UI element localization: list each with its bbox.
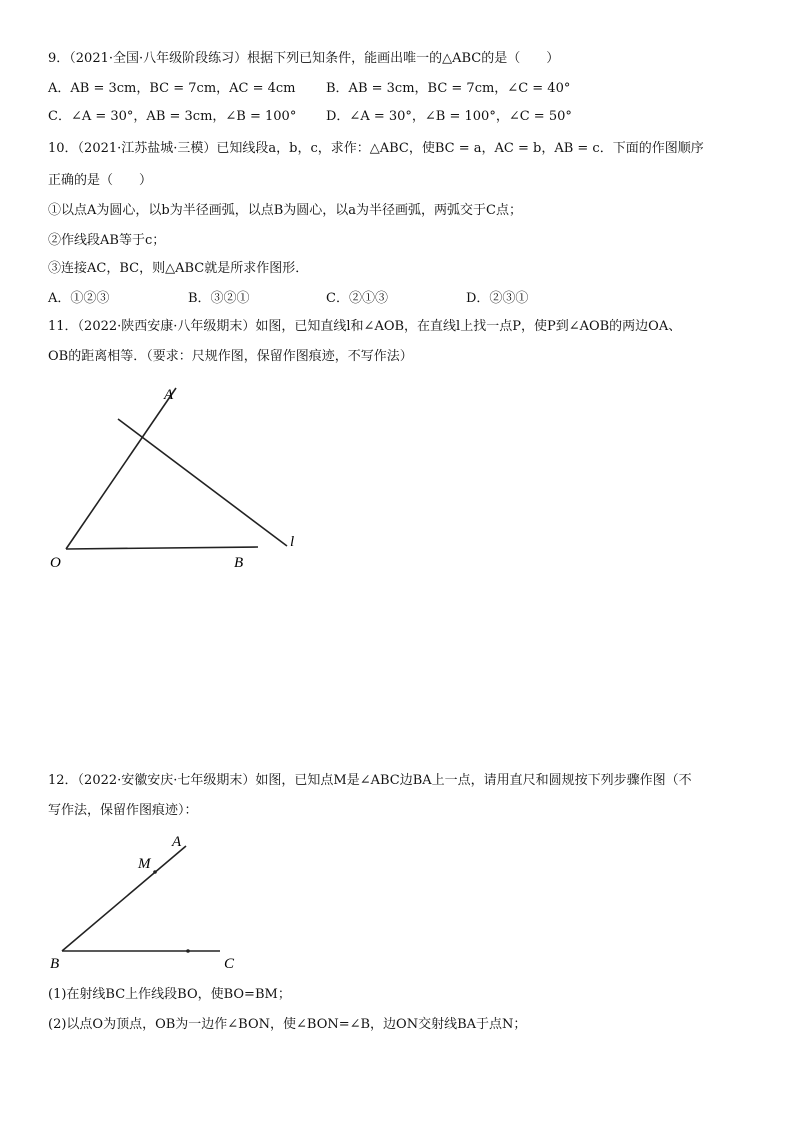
q11-label-b: B xyxy=(234,555,244,571)
q10-step-2: ②作线段AB等于c； xyxy=(48,233,166,248)
q11-label-l: l xyxy=(290,534,295,550)
q12-stem-line2: 写作法，保留作图痕迹）： xyxy=(48,803,198,818)
q12-stem-line1: 12．（2022·安徽安庆·七年级期末）如图，已知点M是∠ABC边BA上一点，请用直尺和圆规按下列步骤作图（不 xyxy=(48,773,692,788)
q10-option-a: A．①②③ xyxy=(48,291,110,306)
q12-point-m xyxy=(153,870,157,874)
q12-label-m: M xyxy=(138,856,151,872)
q10-stem-line2: 正确的是（ ） xyxy=(48,173,153,188)
q11-stem-line1: 11．（2022·陕西安康·八年级期末）如图，已知直线l和∠AOB，在直线l上找一点P，使P到∠AOB的两边OA、 xyxy=(48,319,682,334)
q9-option-c: C．∠A = 30°，AB = 3cm，∠B = 100° xyxy=(48,109,297,124)
q9-option-b: B．AB = 3cm，BC = 7cm，∠C = 40° xyxy=(326,81,571,96)
q12-label-c: C xyxy=(224,956,235,972)
q9-option-d: D．∠A = 30°，∠B = 100°，∠C = 50° xyxy=(326,109,572,124)
q12-point-on-bc xyxy=(186,949,190,953)
q11-label-a: A xyxy=(164,387,174,403)
q12-label-b: B xyxy=(50,956,60,972)
q10-option-c: C．②①③ xyxy=(326,291,388,306)
q12-part-1: (1)在射线BC上作线段BO，使BO=BM； xyxy=(48,987,291,1002)
q10-step-1: ①以点A为圆心，以b为半径画弧，以点B为圆心，以a为半径画弧，两弧交于C点； xyxy=(48,203,522,218)
q11-label-o: O xyxy=(50,555,61,571)
q9-option-a: A．AB = 3cm，BC = 7cm，AC = 4cm xyxy=(48,81,296,96)
q9-stem: 9．（2021·全国·八年级阶段练习）根据下列已知条件，能画出唯一的△ABC的是（ ） xyxy=(48,51,560,66)
q10-step-3: ③连接AC，BC，则△ABC就是所求作图形． xyxy=(48,261,309,276)
q10-option-b: B．③②① xyxy=(188,291,250,306)
q12-part-2: (2)以点O为顶点，OB为一边作∠BON，使∠BON=∠B，边ON交射线BA于点N； xyxy=(48,1017,527,1032)
q10-stem-line1: 10．（2021·江苏盐城·三模）已知线段a，b，c，求作：△ABC，使BC = a，AC = b，AB = c．下面的作图顺序 xyxy=(48,141,704,156)
q12-label-a: A xyxy=(172,834,182,850)
q10-option-d: D．②③① xyxy=(466,291,529,306)
q12-ray-ba xyxy=(62,846,186,951)
q11-stem-line2: OB的距离相等．（要求：尺规作图，保留作图痕迹，不写作法） xyxy=(48,349,413,364)
